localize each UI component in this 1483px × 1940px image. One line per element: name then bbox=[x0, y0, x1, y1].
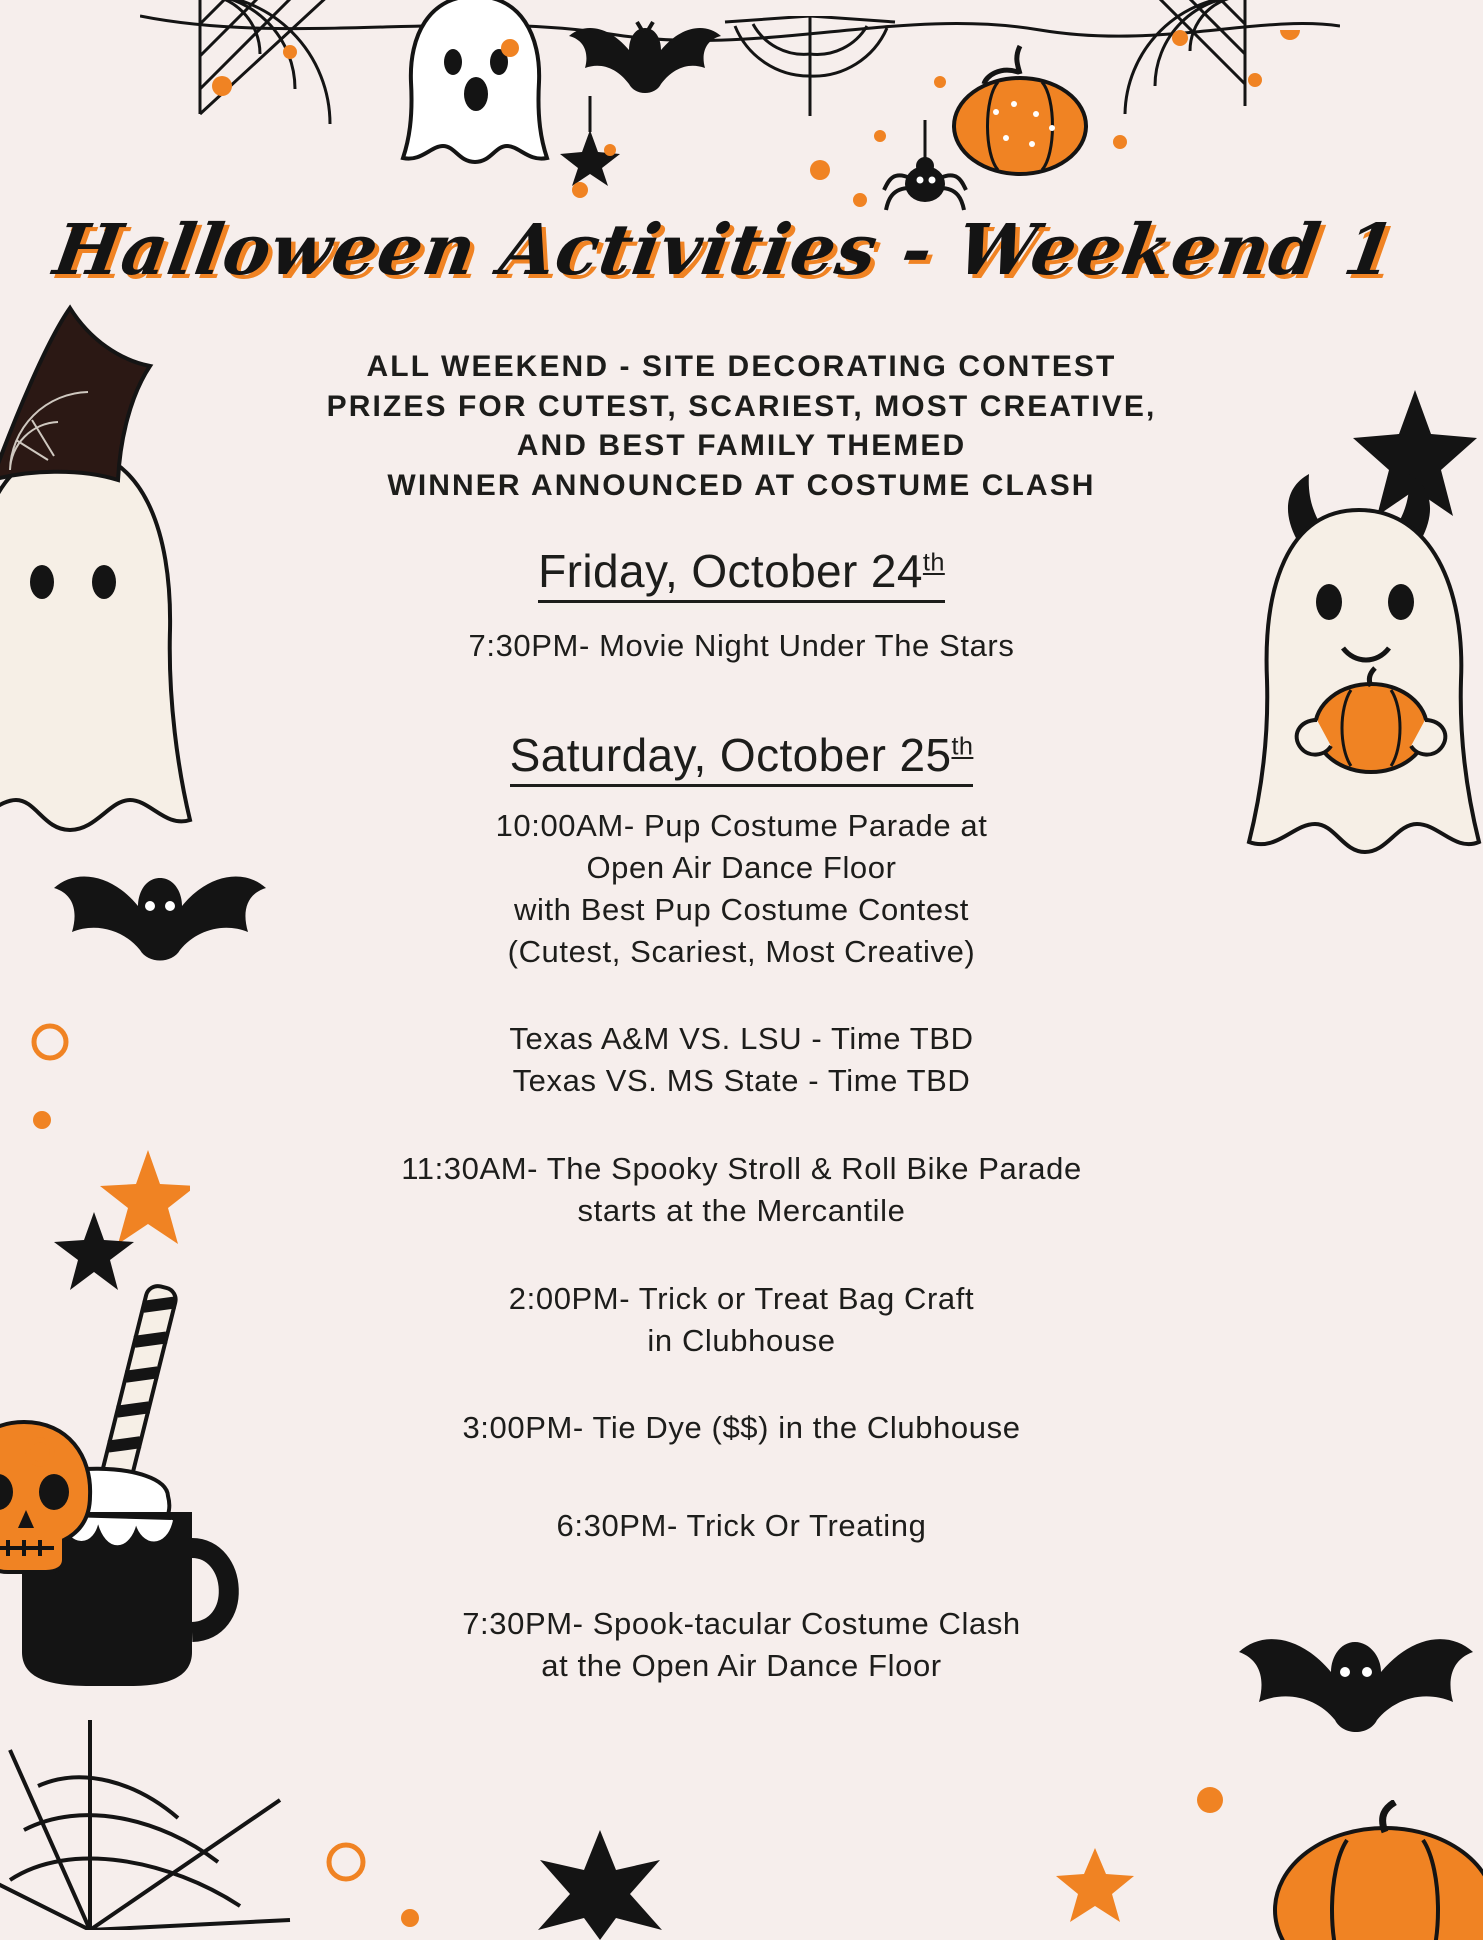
all-weekend-line: ALL WEEKEND - SITE DECORATING CONTEST bbox=[366, 350, 1117, 383]
saturday-block bbox=[0, 1018, 1483, 1102]
page-title: Halloween Activities - Weekend 1 bbox=[48, 208, 1402, 291]
all-weekend-line: PRIZES FOR CUTEST, SCARIEST, MOST CREATIVE, bbox=[326, 389, 1157, 423]
saturday-block bbox=[0, 1407, 1483, 1449]
saturday-line: starts at the Mercantile bbox=[577, 1192, 906, 1228]
saturday-line: Open Air Dance Floor bbox=[586, 849, 897, 885]
saturday-heading-suffix: th bbox=[951, 732, 974, 761]
saturday-line: (Cutest, Scariest, Most Creative) bbox=[507, 933, 976, 969]
saturday-block bbox=[0, 1148, 1483, 1232]
saturday-line: 6:30PM- Trick Or Treating bbox=[556, 1508, 927, 1544]
friday-event: 7:30PM- Movie Night Under The Stars bbox=[468, 628, 1015, 664]
friday-heading-suffix: th bbox=[922, 549, 945, 578]
saturday-block bbox=[0, 1505, 1483, 1547]
friday-section bbox=[0, 545, 1483, 667]
saturday-line: Texas VS. MS State - Time TBD bbox=[512, 1063, 971, 1099]
saturday-block bbox=[0, 805, 1483, 972]
orange-dots-icon bbox=[1160, 1760, 1280, 1840]
friday-heading bbox=[538, 545, 945, 603]
orange-dots-icon bbox=[300, 1820, 520, 1940]
saturday-line: 7:30PM- Spook-tacular Costume Clash bbox=[462, 1606, 1021, 1642]
saturday-heading-text: Saturday, October 25 bbox=[509, 729, 952, 782]
saturday-line: 2:00PM- Trick or Treat Bag Craft bbox=[508, 1280, 975, 1316]
saturday-line: 11:30AM- The Spooky Stroll & Roll Bike Parade bbox=[401, 1151, 1082, 1187]
saturday-heading bbox=[510, 729, 974, 787]
saturday-line: 3:00PM- Tie Dye ($$) in the Clubhouse bbox=[462, 1410, 1021, 1446]
saturday-line: in Clubhouse bbox=[647, 1322, 836, 1358]
saturday-line: with Best Pup Costume Contest bbox=[513, 891, 970, 927]
saturday-line: at the Open Air Dance Floor bbox=[541, 1647, 942, 1683]
star-icon bbox=[520, 1830, 680, 1940]
saturday-block bbox=[0, 1278, 1483, 1362]
pumpkin-corner-icon bbox=[1255, 1800, 1483, 1940]
saturday-line: Texas A&M VS. LSU - Time TBD bbox=[509, 1021, 974, 1057]
saturday-line: 10:00AM- Pup Costume Parade at bbox=[495, 808, 988, 843]
all-weekend-line: AND BEST FAMILY THEMED bbox=[516, 429, 967, 463]
friday-heading-text: Friday, October 24 bbox=[538, 545, 923, 598]
star-icon bbox=[1040, 1840, 1150, 1930]
saturday-block bbox=[0, 1603, 1483, 1687]
all-weekend-section bbox=[242, 347, 1242, 505]
saturday-section bbox=[0, 729, 1483, 1687]
all-weekend-line: WINNER ANNOUNCED AT COSTUME CLASH bbox=[387, 468, 1096, 502]
corner-spider-web-icon bbox=[0, 1690, 310, 1930]
